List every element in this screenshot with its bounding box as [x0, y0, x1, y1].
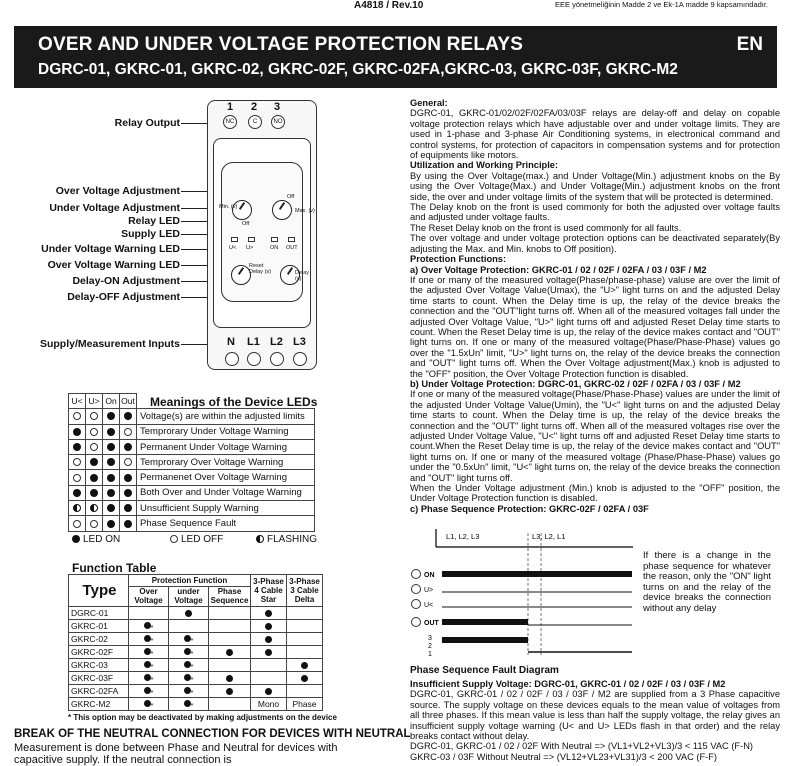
led-state-cell — [69, 516, 86, 531]
led-col-header: Out — [120, 394, 137, 409]
function-cell — [169, 671, 209, 684]
function-cell — [287, 607, 323, 620]
out-led-icon — [412, 618, 421, 627]
under-voltage-heading: b) Under Voltage Protection: DGRC-01, GKRC-02 / 02F / 02FA / 03 / 03F / M2 — [410, 378, 741, 389]
function-cell — [129, 671, 169, 684]
col-header: Phase Sequence — [209, 586, 251, 606]
function-cell — [251, 645, 287, 658]
sequence-label: L1, L2, L3 — [446, 532, 480, 541]
over-voltage-led — [248, 237, 255, 242]
knob-label: Max. (v) — [295, 208, 315, 214]
relay-device-illustration — [207, 100, 317, 370]
type-name: GKRC-02F — [69, 645, 129, 658]
led-state-cell — [86, 439, 103, 454]
over-voltage-text: If one or many of the measured voltage(Phase/phase-phase) valuse are over the limit of the adjusted Over Voltage Value(Umax), the "U>" light turns on and the adjusted Delay time starts to count. When the Delay time is up, the relay of the device breaks the connection and the "OUT"light turns off. When all of the measured voltages fall under the adjusted Over Voltage Value, "U>" light turns off and adjusted Reset Delay time starts to count. When the Reset Delay time is up, the relay of the device makes contact and "OUT" light turns on. If one or many of the measured voltage(Phase/Phase-Phase) values go over the "1.5xUn" limit, "U>" light turns on, the relay of the device breaks the connection and "OUT" light turns off. When the Over Voltage adjustment(Max.) knob is adjusted to the "OFF" position, the Over Voltage Protection function is disabled. — [410, 274, 780, 379]
terminal-l1 — [247, 352, 261, 366]
out-signal-bar — [442, 619, 528, 625]
function-cell — [169, 658, 209, 671]
led-state-cell — [69, 409, 86, 424]
led-state-cell — [86, 424, 103, 439]
led-label: U> — [246, 245, 254, 251]
callout-relay-output: Relay Output — [114, 117, 180, 129]
led-state-cell — [103, 516, 120, 531]
out-number: 2 — [251, 101, 258, 113]
filled-dot-icon — [184, 674, 191, 681]
relay-pin: 1 — [428, 651, 432, 658]
table-row — [69, 501, 315, 516]
terminal-l2 — [270, 352, 284, 366]
table-row — [69, 455, 315, 470]
relay-pin: 3 — [428, 635, 432, 642]
filled-dot-icon — [184, 687, 191, 694]
over-voltage-knob — [272, 200, 292, 220]
under-voltage-text: When the Under Voltage adjustment (Min.) knob is adjusted to the "OFF" position, the Under Voltage Protection function is disabled. — [410, 483, 780, 504]
empty-dot-icon — [73, 458, 81, 466]
led-state-cell — [86, 485, 103, 500]
callout-over-voltage-adj: Over Voltage Adjustment — [55, 185, 180, 197]
function-cell — [169, 697, 209, 710]
callout-relay-led: Relay LED — [128, 215, 180, 227]
table-row — [69, 632, 323, 645]
filled-dot-icon — [124, 489, 132, 497]
phase-sequence-text: If there is a change in the phase sequence for whatever the reason, only the "ON" light turns on and the relay of the device breaks the connection without any delay — [643, 550, 771, 614]
empty-dot-icon — [90, 412, 98, 420]
terminal-nc: NC — [223, 115, 237, 129]
filled-dot-icon — [226, 675, 233, 682]
formula-line: GKRC-03 / 03F Without Neutral => (VL12+VL23+VL31)/3 < 200 VAC (F-F) — [410, 751, 718, 762]
col-header: 3-Phase 4 Cable Star — [251, 575, 287, 607]
led-state-cell — [69, 439, 86, 454]
filled-dot-icon — [144, 661, 151, 668]
filled-dot-icon — [107, 489, 115, 497]
on-led-icon — [412, 570, 421, 579]
led-table-title: Meanings of the Device LEDs — [150, 395, 318, 409]
col-header: Over Voltage — [129, 586, 169, 606]
insufficient-supply-text: DGRC-01, GKRC-01 / 02 / 02F / 03 / 03F / M2 are supplied from a 3 Phase capacitive source. The supply voltage on these devices equals to the mean value of voltages from all three phases. If this mean value is less than half the supply voltage, the relay gives an insufficient supply voltage warning (U< and U> LEDs flash in that order) and the relay breaks contact without delay. — [410, 689, 780, 742]
callout-delay-on-adj: Delay-ON Adjustment — [72, 275, 180, 287]
row-label: ON — [424, 572, 435, 579]
language-code: EN — [736, 34, 763, 55]
type-name: GKRC-03 — [69, 658, 129, 671]
asterisk: * — [150, 663, 154, 671]
led-state-cell — [103, 439, 120, 454]
filled-dot-icon — [144, 635, 151, 642]
row-label: U< — [424, 602, 434, 609]
function-cell — [251, 684, 287, 697]
under-led-icon — [412, 600, 421, 609]
led-state-cell — [120, 424, 137, 439]
table-row — [69, 684, 323, 697]
asterisk: * — [150, 624, 154, 632]
formula-line: DGRC-01, GKRC-01 / 02 / 02F With Neutral => (VL1+VL2+VL3)/3 < 115 VAC (F-N) — [410, 741, 754, 752]
filled-dot-icon — [301, 675, 308, 682]
out-number: 3 — [274, 101, 281, 113]
asterisk: * — [150, 637, 154, 645]
function-cell — [251, 658, 287, 671]
filled-dot-icon — [90, 458, 98, 466]
cell-text: Mono — [257, 698, 280, 709]
utilization-text: By using the Over Voltage(max.) and Under Voltage(Min.) adjustment knobs on the By using the Over Voltage(Max.) and Under Voltage(Min.) adjustment knobs on the front side, the over and under voltage limits of the system that will be protected is determined. — [410, 170, 780, 202]
led-meaning: Both Over and Under Voltage Warning — [137, 485, 315, 500]
function-cell — [129, 658, 169, 671]
table-row — [69, 607, 323, 620]
function-cell — [287, 684, 323, 697]
function-cell — [287, 632, 323, 645]
function-table-note: * This option may be deactivated by making adjustments on the device — [68, 713, 337, 722]
type-name: GKRC-M2 — [69, 697, 129, 710]
led-meaning: Permanenet Over Voltage Warning — [137, 470, 315, 485]
function-cell — [129, 619, 169, 632]
function-cell — [169, 684, 209, 697]
type-name: GKRC-02 — [69, 632, 129, 645]
general-heading: General: — [410, 98, 448, 108]
led-state-cell — [120, 455, 137, 470]
led-state-cell — [86, 501, 103, 516]
callout-under-voltage-adj: Under Voltage Adjustment — [49, 202, 180, 214]
function-cell — [129, 684, 169, 697]
terminal-no: NO — [271, 115, 285, 129]
type-name: GKRC-03F — [69, 671, 129, 684]
filled-dot-icon — [73, 443, 81, 451]
type-name: DGRC-01 — [69, 607, 129, 620]
led-meaning: Phase Sequence Fault — [137, 516, 315, 531]
function-cell — [209, 619, 251, 632]
knob-label: Delay (s) — [295, 270, 310, 282]
callout-delay-off-adj: Delay-OFF Adjustment — [67, 291, 180, 303]
table-row — [69, 470, 315, 485]
function-cell — [209, 645, 251, 658]
function-cell — [209, 607, 251, 620]
diagram-caption: Phase Sequence Fault Diagram — [410, 665, 559, 676]
empty-dot-icon — [73, 474, 81, 482]
protection-functions-heading: Protection Functions: — [410, 254, 507, 265]
break-neutral-text: Measurement is done between Phase and Neutral for devices with capacitive supply. If the neutral connection is — [14, 742, 338, 766]
filled-dot-icon — [265, 649, 272, 656]
terminal-l3 — [293, 352, 307, 366]
led-col-header: U< — [69, 394, 86, 409]
function-cell — [129, 697, 169, 710]
table-row — [69, 424, 315, 439]
callout-supply-led: Supply LED — [121, 228, 180, 240]
utilization-heading: Utilization and Working Principle: — [410, 160, 559, 171]
in-label: L1 — [247, 336, 260, 348]
knob-label: Off — [287, 194, 295, 200]
table-row — [69, 439, 315, 454]
table-row — [69, 516, 315, 531]
doc-code: A4818 / Rev.10 — [354, 0, 424, 11]
legend-led-on: LED ON — [72, 534, 120, 545]
table-row — [69, 485, 315, 500]
function-cell — [209, 658, 251, 671]
insufficient-supply-section — [410, 679, 780, 762]
led-state-cell — [69, 485, 86, 500]
table-row — [69, 671, 323, 684]
on-signal-bar — [442, 571, 632, 577]
reset-delay-knob — [231, 265, 251, 285]
filled-dot-icon — [185, 610, 192, 617]
table-row — [69, 697, 323, 710]
legend-flashing: FLASHING — [256, 534, 317, 545]
legend-led-off: LED OFF — [170, 534, 223, 545]
function-cell — [209, 684, 251, 697]
led-meaning: Voltage(s) are within the adjusted limits — [137, 409, 315, 424]
led-state-cell — [120, 485, 137, 500]
led-state-cell — [103, 424, 120, 439]
terminal-n — [225, 352, 239, 366]
in-label: N — [227, 336, 235, 348]
phase-sequence-heading: c) Phase Sequence Protection: GKRC-02F / 02FA / 03F — [410, 503, 649, 514]
half-dot-icon — [256, 535, 264, 543]
led-state-cell — [86, 455, 103, 470]
terminal-c: C — [248, 115, 262, 129]
function-table-title: Function Table — [72, 561, 157, 575]
type-name: GKRC-02FA — [69, 684, 129, 697]
filled-dot-icon — [124, 443, 132, 451]
table-row — [69, 409, 315, 424]
empty-dot-icon — [170, 535, 178, 543]
row-label: OUT — [424, 620, 439, 627]
asterisk: * — [190, 689, 194, 697]
led-state-cell — [120, 409, 137, 424]
half-dot-icon — [90, 504, 98, 512]
filled-dot-icon — [144, 674, 151, 681]
filled-dot-icon — [184, 661, 191, 668]
table-row — [69, 658, 323, 671]
regulation-note: EEE yönetmeliğinin Madde 2 ve Ek-1A madde 9 kapsamındadır. — [555, 0, 769, 9]
filled-dot-icon — [265, 623, 272, 630]
filled-dot-icon — [184, 648, 191, 655]
function-cell — [209, 632, 251, 645]
function-cell — [209, 671, 251, 684]
function-cell — [169, 607, 209, 620]
over-voltage-heading: a) Over Voltage Protection: GKRC-01 / 02 / 02F / 02FA / 03 / 03F / M2 — [410, 264, 707, 275]
filled-dot-icon — [124, 474, 132, 482]
led-state-cell — [86, 516, 103, 531]
led-state-cell — [120, 470, 137, 485]
under-voltage-led — [231, 237, 238, 242]
col-header: under Voltage — [169, 586, 209, 606]
empty-dot-icon — [124, 428, 132, 436]
header-banner — [14, 26, 777, 88]
asterisk: * — [190, 663, 194, 671]
type-name: GKRC-01 — [69, 619, 129, 632]
function-cell — [129, 607, 169, 620]
led-label: OUT — [286, 245, 298, 251]
asterisk: * — [150, 676, 154, 684]
filled-dot-icon — [90, 489, 98, 497]
relay-pin: 2 — [428, 643, 432, 650]
filled-dot-icon — [73, 489, 81, 497]
led-col-header: U> — [86, 394, 103, 409]
led-meaning: Temprorary Under Voltage Warning — [137, 424, 315, 439]
function-cell — [209, 697, 251, 710]
filled-dot-icon — [107, 504, 115, 512]
filled-dot-icon — [144, 687, 151, 694]
type-header: Type — [69, 575, 129, 607]
led-state-cell — [103, 470, 120, 485]
protection-function-header: Protection Function — [129, 575, 251, 587]
relay-led — [288, 237, 295, 242]
filled-dot-icon — [265, 610, 272, 617]
col-header: 3-Phase 3 Cable Delta — [287, 575, 323, 607]
function-cell — [287, 671, 323, 684]
asterisk: * — [150, 702, 154, 710]
model-list: DGRC-01, GKRC-01, GKRC-02, GKRC-02F, GKRC-02FA,GKRC-03, GKRC-03F, GKRC-M2 — [38, 61, 678, 78]
filled-dot-icon — [226, 649, 233, 656]
filled-dot-icon — [107, 520, 115, 528]
led-state-cell — [120, 439, 137, 454]
asterisk: * — [190, 637, 194, 645]
filled-dot-icon — [107, 458, 115, 466]
utilization-text: The over voltage and under voltage protection options can be deactivated separately(By adjusting the Max. and Min. knobs to Off position). — [410, 233, 780, 254]
led-meaning: Unsufficient Supply Warning — [137, 501, 315, 516]
under-voltage-knob — [232, 200, 252, 220]
empty-dot-icon — [90, 520, 98, 528]
asterisk: * — [190, 650, 194, 658]
led-meanings-table — [68, 393, 318, 532]
function-cell — [251, 632, 287, 645]
function-cell — [251, 619, 287, 632]
description-column — [410, 98, 780, 514]
page-title: OVER AND UNDER VOLTAGE PROTECTION RELAYS — [38, 34, 524, 55]
utilization-text: The Delay knob on the front is used commonly for both the adjusted over voltage faults and adjusted under voltage faults. — [410, 202, 780, 223]
led-state-cell — [86, 470, 103, 485]
empty-dot-icon — [124, 458, 132, 466]
function-cell — [169, 645, 209, 658]
empty-dot-icon — [73, 412, 81, 420]
callout-over-warning-led: Over Voltage Warning LED — [47, 259, 180, 271]
filled-dot-icon — [73, 428, 81, 436]
led-state-cell — [69, 470, 86, 485]
function-cell — [129, 645, 169, 658]
filled-dot-icon — [226, 688, 233, 695]
break-neutral-title: BREAK OF THE NEUTRAL CONNECTION FOR DEVICES WITH NEUTRAL — [14, 728, 411, 740]
over-led-icon — [412, 585, 421, 594]
in-label: L3 — [293, 336, 306, 348]
function-cell — [251, 671, 287, 684]
led-state-cell — [103, 455, 120, 470]
filled-dot-icon — [107, 428, 115, 436]
filled-dot-icon — [144, 622, 151, 629]
filled-dot-icon — [107, 412, 115, 420]
function-cell — [169, 619, 209, 632]
table-row — [69, 645, 323, 658]
led-state-cell — [69, 501, 86, 516]
general-text: DGRC-01, GKRC-01/02/02F/02FA/03/03F relays are delay-off and delay on copable voltage protection relays which have adjustable over and under voltage limits. They are used in 1-phase and 3-phase Air Conditioning systems, in electronical command and control systems, for protection of capacitors in compensation systems and for protection of equipments like motors. — [410, 108, 780, 161]
filled-dot-icon — [124, 520, 132, 528]
led-meaning: Temprorary Over Voltage Warning — [137, 455, 315, 470]
relay-signal-bar — [442, 637, 528, 643]
sequence-label: L3, L2, L1 — [532, 532, 566, 541]
filled-dot-icon — [184, 700, 191, 707]
asterisk: * — [150, 689, 154, 697]
function-cell — [287, 619, 323, 632]
filled-dot-icon — [124, 504, 132, 512]
led-state-cell — [120, 501, 137, 516]
empty-dot-icon — [90, 428, 98, 436]
utilization-text: The Reset Delay knob on the front is used commonly for all faults. — [410, 222, 682, 233]
led-state-cell — [86, 409, 103, 424]
led-state-cell — [103, 485, 120, 500]
knob-label: Min. (v) — [219, 204, 238, 210]
filled-dot-icon — [265, 688, 272, 695]
led-state-cell — [120, 516, 137, 531]
led-state-cell — [103, 501, 120, 516]
filled-dot-icon — [144, 648, 151, 655]
in-label: L2 — [270, 336, 283, 348]
asterisk: * — [190, 676, 194, 684]
filled-dot-icon — [90, 474, 98, 482]
under-voltage-text: If one or many of the measured voltage(Phase/Phase-Phase) values are under the limit of the adjusted Under Voltage Value(Umin), the "U<" light turns on and the adjusted Delay time starts to count. When the Delay time is up, the relay of the device breaks the connection and the "OUT" light turns off. When all of the measured voltages rise over the adjusted Under Voltage Value, "U<" light turns off and adjusted Reset Delay time starts to count.When the Reset Delay time is up, the relay of the device makes contact and "OUT" light turns on. If one or many of the measured voltage (Phase/Phase-Phase) values go under the "0.5xUn" limit, "U<" light turns on, the relay of the device breaks the connection and "OUT" light turns off. — [410, 389, 780, 483]
function-cell — [287, 658, 323, 671]
insufficient-supply-heading: Insufficient Supply Voltage: DGRC-01, GKRC-01 / 02 / 02F / 03 / 03F / M2 — [410, 679, 726, 689]
function-cell — [129, 632, 169, 645]
supply-led — [271, 237, 278, 242]
led-label: ON — [270, 245, 279, 251]
function-cell — [287, 697, 323, 710]
cell-text: Phase — [292, 698, 317, 709]
callout-under-warning-led: Under Voltage Warning LED — [41, 243, 180, 255]
half-dot-icon — [73, 504, 81, 512]
function-cell — [251, 697, 287, 710]
filled-dot-icon — [265, 636, 272, 643]
filled-dot-icon — [107, 474, 115, 482]
function-cell — [287, 645, 323, 658]
out-number: 1 — [227, 101, 234, 113]
knob-label: Off — [242, 221, 250, 227]
asterisk: * — [150, 650, 154, 658]
led-state-cell — [69, 424, 86, 439]
filled-dot-icon — [301, 662, 308, 669]
empty-dot-icon — [73, 520, 81, 528]
filled-dot-icon — [107, 443, 115, 451]
led-label: U< — [229, 245, 237, 251]
led-meaning: Permanent Under Voltage Warning — [137, 439, 315, 454]
table-row — [69, 619, 323, 632]
function-table — [68, 574, 323, 711]
function-cell — [169, 632, 209, 645]
asterisk: * — [190, 702, 194, 710]
filled-dot-icon — [184, 635, 191, 642]
function-cell — [251, 607, 287, 620]
knob-label: Reset Delay (s) — [249, 263, 272, 275]
led-col-header: On — [103, 394, 120, 409]
phase-sequence-diagram — [408, 525, 643, 660]
filled-dot-icon — [72, 535, 80, 543]
led-state-cell — [69, 455, 86, 470]
callout-supply-inputs: Supply/Measurement Inputs — [39, 338, 180, 350]
filled-dot-icon — [144, 700, 151, 707]
led-state-cell — [103, 409, 120, 424]
row-label: U> — [424, 587, 434, 594]
empty-dot-icon — [90, 443, 98, 451]
filled-dot-icon — [124, 412, 132, 420]
